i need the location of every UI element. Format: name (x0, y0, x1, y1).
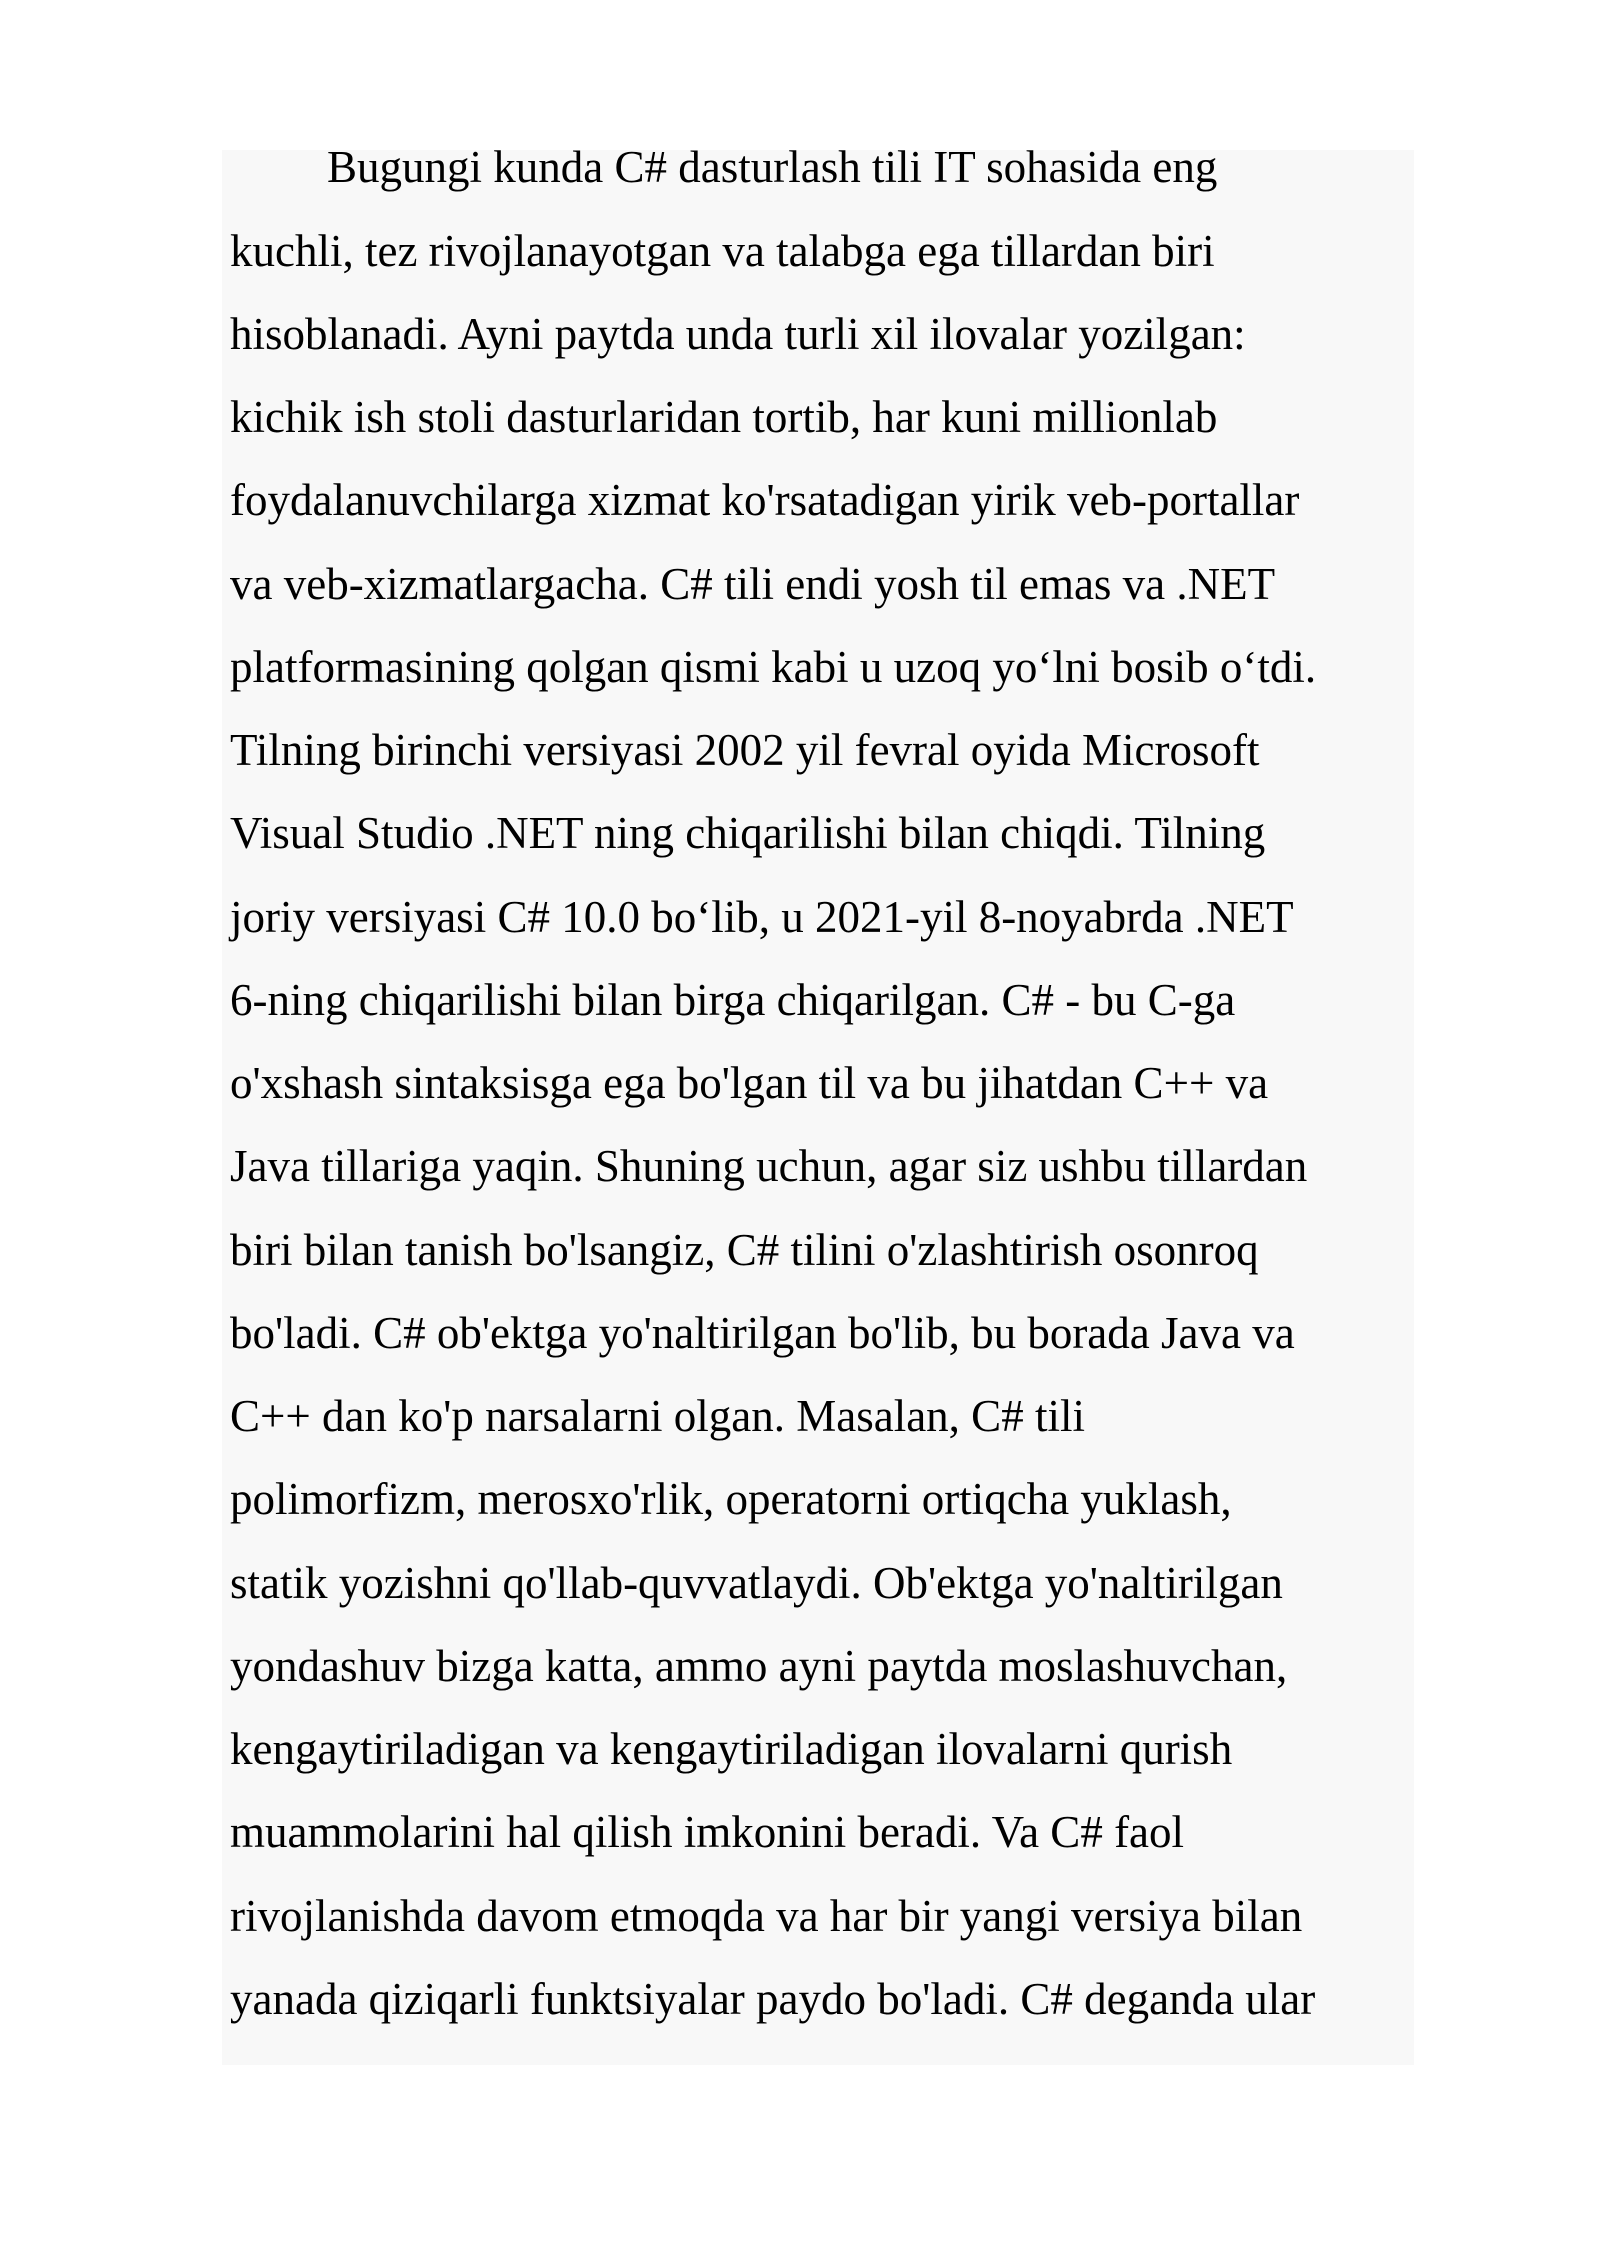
text-line: o'xshash sintaksisga ega bo'lgan til va bu jihatdan C++ va (230, 1058, 1269, 1108)
text-line: Visual Studio .NET ning chiqarilishi bilan chiqdi. Tilning (230, 808, 1266, 858)
text-line: yondashuv bizga katta, ammo ayni paytda moslashuvchan, (230, 1641, 1288, 1691)
text-line: foydalanuvchilarga xizmat ko'rsatadigan yirik veb-portallar (230, 475, 1300, 525)
text-line: joriy versiyasi C# 10.0 bo‘lib, u 2021-yil 8-noyabrda .NET (230, 892, 1294, 942)
text-line: 6-ning chiqarilishi bilan birga chiqarilgan. C# - bu C-ga (230, 975, 1236, 1025)
text-line: Bugungi kunda C# dasturlash tili IT sohasida eng (327, 142, 1218, 192)
text-line: platformasining qolgan qismi kabi u uzoq yo‘lni bosib o‘tdi. (230, 642, 1317, 692)
text-line: Java tillariga yaqin. Shuning uchun, agar siz ushbu tillardan (230, 1141, 1308, 1191)
text-line: va veb-xizmatlargacha. C# tili endi yosh til emas va .NET (230, 559, 1276, 609)
text-line: hisoblanadi. Ayni paytda unda turli xil ilovalar yozilgan: (230, 309, 1246, 359)
text-line: Tilning birinchi versiyasi 2002 yil fevral oyida Microsoft (230, 725, 1260, 775)
text-line: statik yozishni qo'llab-quvvatlaydi. Ob'ektga yo'naltirilgan (230, 1558, 1283, 1608)
text-line: rivojlanishda davom etmoqda va har bir yangi versiya bilan (230, 1891, 1303, 1941)
text-line: C++ dan ko'p narsalarni olgan. Masalan, C# tili (230, 1391, 1085, 1441)
text-line: yanada qiziqarli funktsiyalar paydo bo'ladi. C# deganda ular (230, 1974, 1316, 2024)
text-block (222, 142, 1414, 2065)
text-line: kuchli, tez rivojlanayotgan va talabga ega tillardan biri (230, 226, 1215, 276)
text-line: kichik ish stoli dasturlaridan tortib, har kuni millionlab (230, 392, 1218, 442)
text-line: biri bilan tanish bo'lsangiz, C# tilini o'zlashtirish osonroq (230, 1225, 1259, 1275)
text-line: bo'ladi. C# ob'ektga yo'naltirilgan bo'lib, bu borada Java va (230, 1308, 1295, 1358)
text-line: polimorfizm, merosxo'rlik, operatorni ortiqcha yuklash, (230, 1474, 1232, 1524)
text-line: kengaytiriladigan va kengaytiriladigan ilovalarni qurish (230, 1724, 1233, 1774)
text-line: muammolarini hal qilish imkonini beradi. Va C# faol (230, 1807, 1185, 1857)
